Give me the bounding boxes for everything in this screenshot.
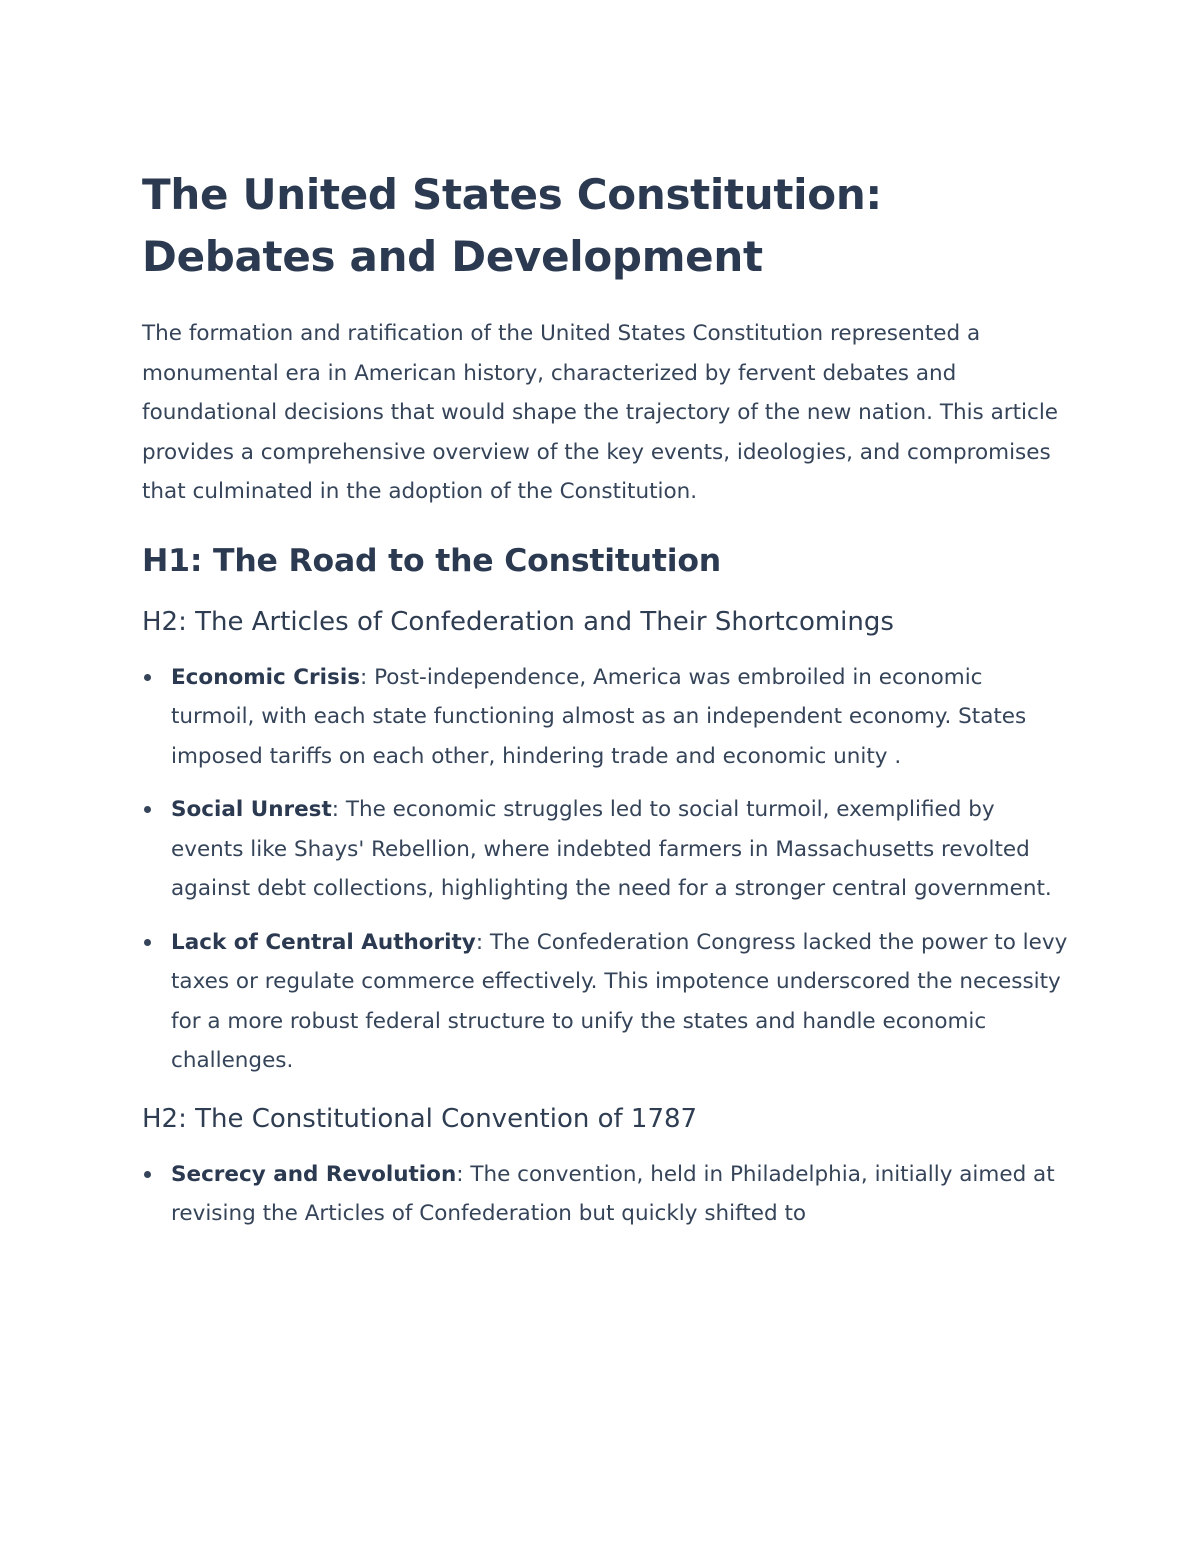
list-item-text: : The Confederation Congress lacked the power to levy taxes or regulate commerce effectively. This impotence underscored the necessity for a more robust federal structure to unify the states and handle economic challenges. (171, 929, 1068, 1073)
list-item-text: : The convention, held in Philadelphia, initially aimed at revising the Articles of Confederation but quickly shifted to (171, 1161, 1055, 1226)
intro-paragraph: The formation and ratification of the United States Constitution represented a monumental era in American history, characterized by fervent debates and foundational decisions that would shape the trajectory of the new nation. This article provides a comprehensive overview of the key events, ideologies, and compromises that culminated in the adoption of the Constitution. (142, 321, 1059, 504)
subsection-heading-articles: H2: The Articles of Confederation and Their Shortcomings (142, 606, 894, 637)
list-item-text: : The economic struggles led to social turmoil, exemplified by events like Shays' Rebellion, where indebted farmers in Massachusetts revolted against debt collections, highlighting the need for a stronger central government. (171, 797, 1052, 901)
subsection-heading-convention: H2: The Constitutional Convention of 1787 (142, 1103, 698, 1134)
title-line-1: The United States Constitution: (142, 170, 882, 219)
list-item-term: Economic Crisis (171, 664, 360, 690)
list-item-term: Social Unrest (171, 797, 332, 822)
list-item (142, 790, 1072, 909)
bullet-icon (144, 674, 151, 681)
articles-shortcomings-list (142, 658, 1072, 1081)
bullet-icon (144, 806, 151, 813)
title-line-2: Debates and Development (142, 232, 763, 281)
document-page (142, 164, 1072, 1234)
bullet-icon (144, 1171, 151, 1178)
list-item-term: Lack of Central Authority (171, 929, 476, 955)
list-item (142, 658, 1072, 777)
list-item-text: : Post-independence, America was embroiled in economic turmoil, with each state functioning almost as an independent economy. States imposed tariffs on each other, hindering trade and economic unity . (171, 664, 1027, 769)
bullet-icon (144, 939, 151, 946)
list-item-term: Secrecy and Revolution (171, 1161, 457, 1187)
convention-list (142, 1155, 1072, 1234)
list-item (142, 1155, 1072, 1234)
page-title (142, 164, 1072, 288)
list-item (142, 923, 1072, 1081)
section-heading-road: H1: The Road to the Constitution (142, 542, 722, 579)
